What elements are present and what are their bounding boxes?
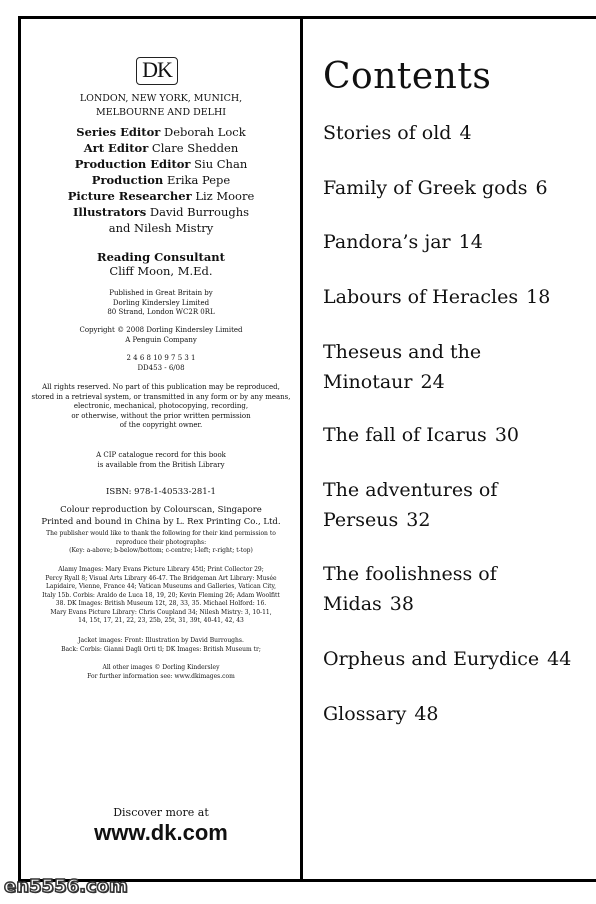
website-link[interactable]: www.dk.com <box>94 820 228 845</box>
site-watermark: en5556.com <box>4 876 128 897</box>
toc-page-number: 38 <box>389 593 414 615</box>
toc-entry[interactable]: Pandora’s jar 14 <box>323 231 483 253</box>
toc-entry[interactable]: The fall of Icarus 30 <box>323 424 519 446</box>
toc-entry[interactable]: Stories of old 4 <box>323 122 472 144</box>
page-frame-left <box>18 16 21 882</box>
toc-entry[interactable]: The adventures of Perseus 32 <box>323 479 498 531</box>
credit-line: Art Editor Clare Shedden <box>83 141 239 155</box>
copyright-info: Copyright © 2008 Dorling Kindersley Limited A Penguin Company <box>79 326 243 344</box>
credit-line: Production Editor Siu Chan <box>74 157 248 171</box>
credit-line: and Nilesh Mistry <box>108 221 214 235</box>
reading-consultant: Reading Consultant Cliff Moon, M.Ed. <box>97 250 225 278</box>
toc-page-number: 6 <box>535 177 548 199</box>
dk-logo: DK <box>136 57 178 85</box>
discover-more: Discover more at <box>113 806 209 819</box>
other-images: All other images © Dorling Kindersley For further information see: www.dkimages.com <box>87 664 235 680</box>
toc-page-number: 4 <box>459 122 472 144</box>
toc-page-number: 18 <box>526 286 551 308</box>
toc-page-number: 24 <box>420 371 445 393</box>
toc-page-number: 48 <box>414 703 439 725</box>
toc-page-number: 14 <box>458 231 483 253</box>
toc-entry[interactable]: Labours of Heracles 18 <box>323 286 551 308</box>
credit-line: Picture Researcher Liz Moore <box>67 189 255 203</box>
toc-page-number: 32 <box>406 509 431 531</box>
rights-statement: All rights reserved. No part of this publication may be reproduced, stored in a retrieval system, or transmitted in any form or by any means, electronic, mechanical, photocopying, recording, or otherwise, without the prior written permission of the copyright owner. <box>31 383 291 429</box>
toc-page-number: 44 <box>547 648 572 670</box>
address-line-2: MELBOURNE AND DELHI <box>95 107 227 118</box>
photo-thanks: The publisher would like to thank the following for their kind permission to reproduce their photographs: (Key: a-above; b-below/bottom; c-centre; l-left; r-right; t-top) <box>46 530 276 554</box>
publisher-info: Published in Great Britain by Dorling Kindersley Limited 80 Strand, London WC2R 0RL <box>107 289 215 316</box>
toc-page-number: 30 <box>494 424 519 446</box>
toc-entry[interactable]: Glossary 48 <box>323 703 439 725</box>
toc-entry[interactable]: The foolishness of Midas 38 <box>323 563 497 615</box>
contents-page <box>303 19 596 879</box>
credit-line: Illustrators David Burroughs <box>72 205 250 219</box>
picture-credits: Alamy Images: Mary Evans Picture Library 45tl; Print Collector 29; Percy Ryall 8; Visual Arts Library 46-47. The Bridgeman Art Library: Musée Lapidaire, Vienne, France 44; Vatican Museums and Galleries, Vatican City, Italy 15b. Corbis: Araldo de Luca 18, 19, 20; Kevin Fleming 26; Adam Woolfitt 38. DK Images: British Museum 12t, 28, 33, 35. Michael Holford: 16. Mary Evans Picture Library: Chris Coupland 34; Nilesh Mistry: 3, 10-11, 14, 15t, 17, 21, 22, 23, 25b, 25t, 31, 39t, 40-41, 42, 43 <box>42 566 280 624</box>
imprint-page <box>22 19 300 879</box>
credit-line: Series Editor Deborah Lock <box>76 125 246 139</box>
editorial-credits <box>22 124 300 236</box>
toc-entry[interactable]: Orpheus and Eurydice 44 <box>323 648 572 670</box>
cip-record: A CIP catalogue record for this book is available from the British Library <box>96 451 226 469</box>
jacket-credits: Jacket images: Front: Illustration by David Burroughs. Back: Corbis: Gianni Dagli Orti tl; DK Images: British Museum tr; <box>61 637 261 653</box>
contents-heading: Contents <box>323 56 492 97</box>
toc-entry[interactable]: Theseus and the Minotaur 24 <box>323 341 482 393</box>
printer-info: Colour reproduction by Colourscan, Singapore Printed and bound in China by L. Rex Printing Co., Ltd. <box>41 505 281 527</box>
isbn: ISBN: 978-1-40533-281-1 <box>106 487 216 497</box>
address-line-1: LONDON, NEW YORK, MUNICH, <box>79 93 243 104</box>
print-codes: 2 4 6 8 10 9 7 5 3 1 DD453 - 6/08 <box>126 354 196 372</box>
credit-line: Production Erika Pepe <box>91 173 231 187</box>
toc-entry[interactable]: Family of Greek gods 6 <box>323 177 548 199</box>
